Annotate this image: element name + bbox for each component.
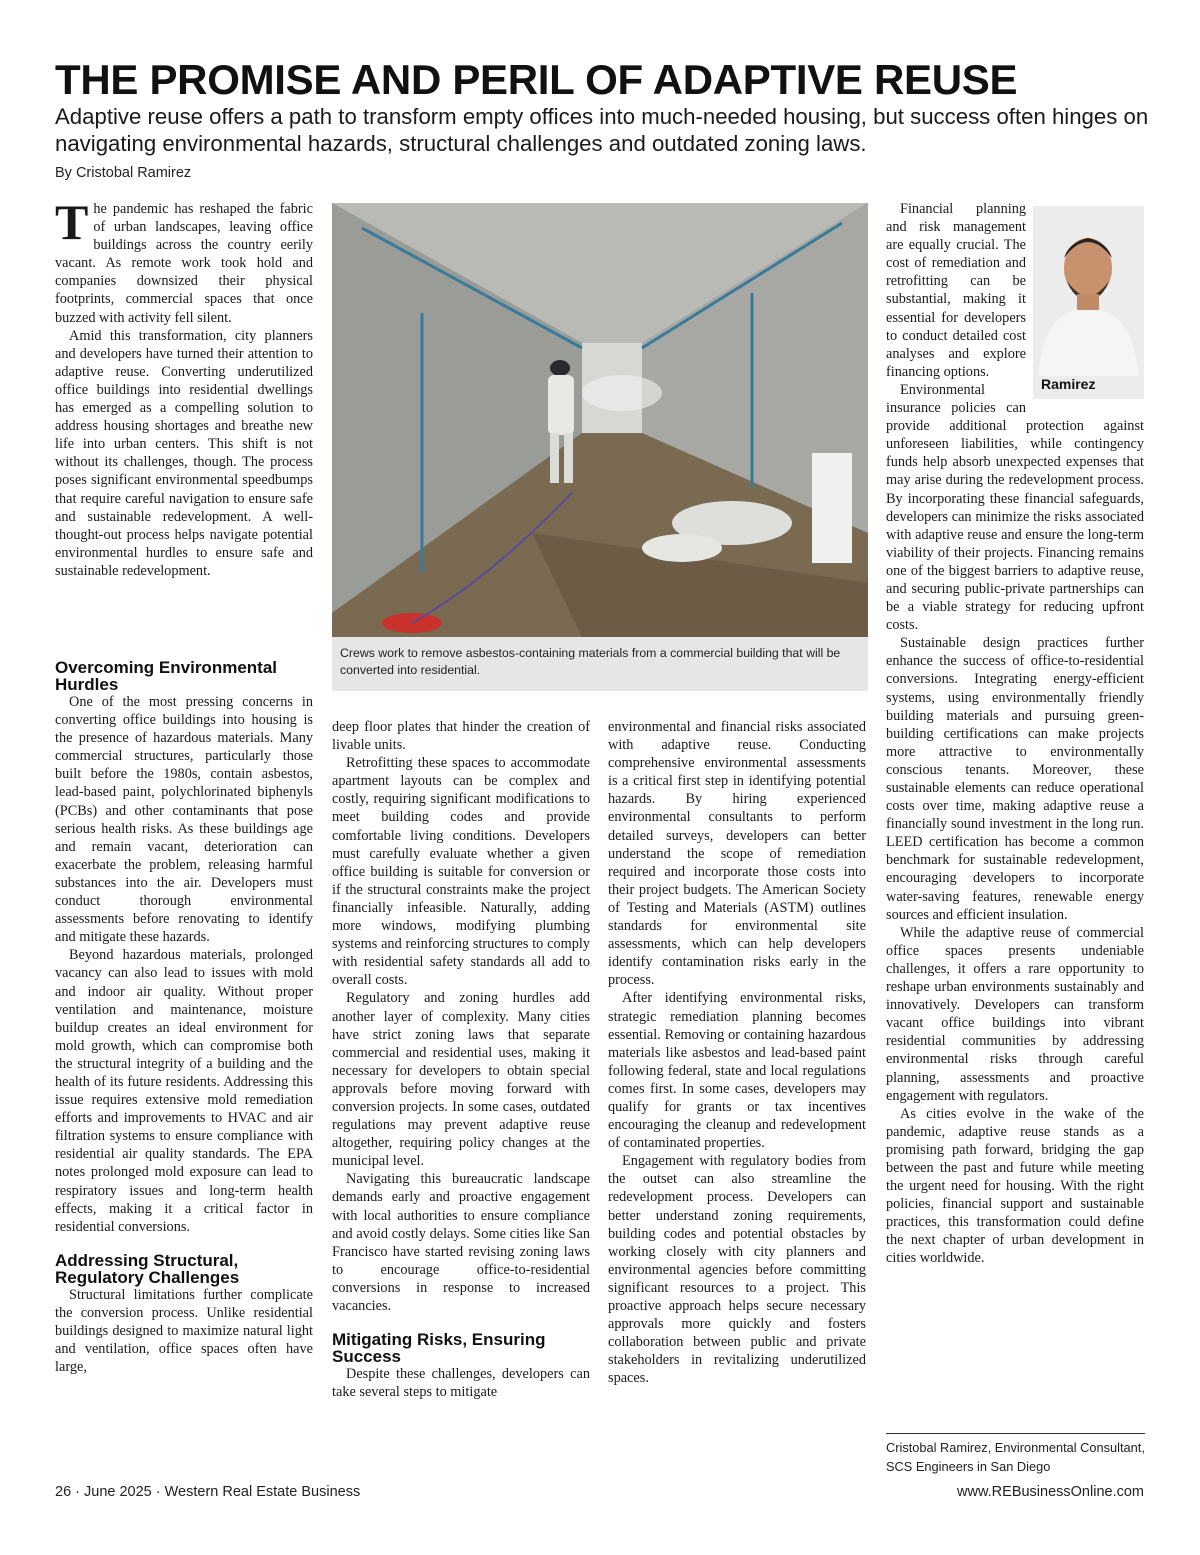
footer-website: www.REBusinessOnline.com — [957, 1484, 1144, 1500]
subhead-environmental-hurdles: Overcoming Environmental Hurdles — [55, 658, 277, 694]
headline: THE PROMISE AND PERIL OF ADAPTIVE REUSE — [55, 56, 1018, 103]
photo-with-caption — [332, 203, 868, 691]
paragraph: Regulatory and zoning hurdles add another layer of complexity. Many cities have strict zoning laws that separate commercial and residential uses, making it necessary for developers to obtain special approvals before moving forward with conversion projects. In some cases, outdated regulations may prevent adaptive reuse altogether, requiring policy changes at the municipal level. — [332, 990, 590, 1170]
author-note-line: Cristobal Ramirez, Environmental Consultant, — [886, 1440, 1145, 1455]
paragraph-text: he pandemic has reshaped the fabric of urban landscapes, leaving office buildings across the country eerily vacant. As remote work took hold and companies downsized their physical footprints, commercial spaces that once buzzed with activity fell silent. — [55, 201, 313, 326]
headshot-spacer — [1026, 200, 1144, 400]
paragraph: Navigating this bureaucratic landscape demands early and proactive engagement with local authorities to ensure compliance and avoid costly delays. Some cities like San Francisco have started revising zoning laws to encourage office-to-residential conversions in response to increased vacancies. — [332, 1171, 590, 1314]
column-3 — [608, 718, 866, 1387]
paragraph: While the adaptive reuse of commercial office spaces presents undeniable challenges, it offers a rare opportunity to reshape urban environments sustainably and innovatively. Developers can transform vacant office buildings into vibrant residential communities by addressing environmental risks through careful planning, assessments and proactive engagement with regulators. — [886, 924, 1144, 1104]
author-note — [886, 1438, 1156, 1476]
paragraph: One of the most pressing concerns in converting office buildings into housing is the presence of hazardous materials. Many commercial structures, particularly those built before the 1980s, contain asbestos, lead-based paint, polychlorinated biphenyls (PCBs) and other contaminants that pose serious health risks. As these buildings age and remain vacant, deterioration can exacerbate the problem, releasing harmful substances into the air. Developers must conduct thorough environmental assessments before renovating to identify and mitigate these hazards. — [55, 694, 313, 946]
paragraph: As cities evolve in the wake of the pandemic, adaptive reuse stands as a promising path forward, bridging the gap between the past and future while meeting the urgent need for housing. With the right policies, financial support and sustainable practices, this transformation could define the next chapter of urban development in cities worldwide. — [886, 1105, 1144, 1267]
column-4 — [886, 200, 1144, 1268]
deck-subtitle: Adaptive reuse offers a path to transform empty offices into much-needed housing, but success often hinges on navigating environmental hazards, structural challenges and outdated zoning laws. — [55, 104, 1149, 156]
column-2 — [332, 718, 590, 1401]
headshot-name: Ramirez — [1041, 376, 1096, 392]
asbestos-removal-photo — [332, 203, 868, 637]
paragraph: After identifying environmental risks, strategic remediation planning becomes essential. Removing or containing hazardous materials like asbestos and lead-based paint following federal, state and local regulations comes first. In some cases, developers may qualify for grants or tax incentives encouraging the cleanup and redevelopment of contaminated properties. — [608, 990, 866, 1152]
footer-folio: 26 · June 2025 · Western Real Estate Business — [55, 1484, 361, 1500]
paragraph: Despite these challenges, developers can take several steps to mitigate — [332, 1366, 590, 1401]
drop-cap: T — [55, 194, 89, 250]
column-1-top — [55, 194, 313, 580]
paragraph: Environmental insurance policies can provide additional protection against unforeseen liabilities, while contingency funds help absorb unexpected expenses that may arise during the redevelopment process. By incorporating these financial safeguards, developers can minimize the risks associated with adaptive reuse and ensure the long-term viability of their projects. Financing remains one of the biggest barriers to adaptive reuse, and securing public-private partnerships can be a viable strategy for reducing upfront costs. — [886, 381, 1144, 634]
paragraph: deep floor plates that hinder the creation of livable units. — [332, 719, 590, 754]
paragraph — [55, 194, 313, 327]
paragraph: Amid this transformation, city planners and developers have turned their attention to adaptive reuse. Converting underutilized office buildings into residential dwellings has emerged as a compelling solution to address housing shortages and breathe new life into urban centers. This shift is not without its challenges, though. The process poses significant environmental speedbumps that require careful navigation to ensure safe and sustainable redevelopment. A well-thought-out process helps navigate potential environmental hurdles to ensure safe and sustainable redevelopment. — [55, 327, 313, 579]
byline: By Cristobal Ramirez — [55, 165, 192, 181]
column-1-bottom — [55, 659, 313, 1376]
paragraph: Beyond hazardous materials, prolonged vacancy can also lead to issues with mold and indoor air quality. Without proper ventilation and maintenance, moisture buildup creates an ideal environment for mold growth, which can compromise both the structural integrity of a building and the health of its future residents. Addressing this issue requires extensive mold remediation efforts and improvements to HVAC and air filtration systems to ensure compliance with residential air quality standards. The EPA notes prolonged mold exposure can lead to respiratory issues and long-term health effects, making it a critical factor in residential conversions. — [55, 947, 313, 1235]
paragraph: Retrofitting these spaces to accommodate apartment layouts can be complex and costly, requiring significant modifications to meet building codes and provide comfortable living conditions. Developers must carefully evaluate whether a given office building is suitable for conversion or if the structural constraints make the project financially infeasible. Naturally, adding more windows, modifying plumbing systems and reinforcing structures to comply with residential safety standards all add to overall costs. — [332, 755, 590, 989]
paragraph: Sustainable design practices further enhance the success of office-to-residential conversions. Integrating energy-efficient systems, using environmentally friendly building materials and pursuing green-building certifications can make projects more attractive to environmentally conscious tenants. Moreover, these sustainable elements can reduce operational costs over time, making adaptive reuse a financially sound investment in the long run. LEED certification has become a common benchmark for sustainable redevelopment, encouraging developers to incorporate water-saving features, renewable energy sources and efficient insulation. — [886, 635, 1144, 923]
author-note-divider — [886, 1433, 1145, 1434]
subhead-structural-challenges: Addressing Structural, Regulatory Challenges — [55, 1250, 240, 1287]
subhead-mitigating-risks: Mitigating Risks, Ensuring Success — [332, 1330, 546, 1367]
paragraph: environmental and financial risks associated with adaptive reuse. Conducting comprehensive environmental assessments is a critical first step in identifying potential hazards. By hiring experienced environmental consultants to perform detailed surveys, developers can better understand the scope of remediation required and incorporate those costs into their project budgets. The American Society of Testing and Materials (ASTM) outlines standards for environmental site assessments, which can help developers identify contamination risks early in the process. — [608, 719, 866, 989]
author-note-line: SCS Engineers in San Diego — [886, 1459, 1051, 1474]
paragraph: Engagement with regulatory bodies from the outset can also streamline the redevelopment process. Developers can better understand zoning requirements, building codes and potential obstacles by working closely with city planners and environmental agencies before committing significant resources to a project. This proactive approach helps secure necessary approvals more quickly and fosters collaboration between public and private stakeholders in revitalizing underutilized spaces. — [608, 1153, 866, 1387]
photo-caption: Crews work to remove asbestos-containing materials from a commercial building that will be converted into residential. — [340, 646, 841, 677]
paragraph: Structural limitations further complicate the conversion process. Unlike residential buildings designed to maximize natural light and ventilation, office spaces often have large, — [55, 1286, 313, 1376]
paragraph: Financial planning and risk management are equally crucial. The cost of remediation and retrofitting can be substantial, making it essential for developers to conduct detailed cost analyses and explore financing options. — [886, 201, 1026, 380]
